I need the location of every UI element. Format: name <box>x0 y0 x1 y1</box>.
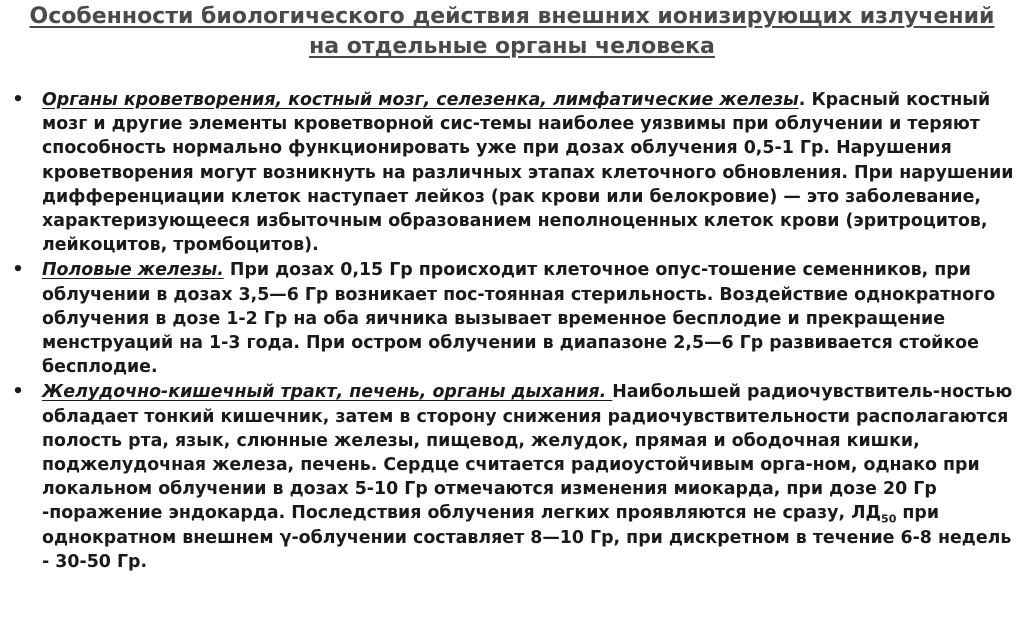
list-item-gastrointestinal <box>8 380 1016 574</box>
title-line-2: на отдельные органы человека <box>309 34 715 59</box>
page-title <box>0 2 1024 62</box>
bullet-icon: • <box>12 259 24 281</box>
list-item-hematopoietic <box>8 88 1016 257</box>
bullet-icon: • <box>12 89 24 110</box>
item-heading: Желудочно-кишечный тракт, печень, органы дыхания. <box>42 382 613 403</box>
item-heading: Органы кроветворения, костный мозг, селезенка, лимфатические железы <box>42 90 799 110</box>
bullet-icon: • <box>12 381 24 403</box>
title-line-1: Особенности биологического действия внешних ионизирующих излучений <box>29 4 995 29</box>
item-text: . Красный костный мозг и другие элементы кроветворной сис-темы наиболее уязвимы при облучении и теряют способность нормально функционировать уже при дозах облучения 0,5-1 Гр. Нарушения кроветворения могут возникнуть на различных этапах клеточного обновления. При нарушении дифференциации клеток наступает лейкоз (рак крови или белокровие) — это заболевание, характеризующееся избыточным образованием неполноценных клеток крови (эритроцитов, лейкоцитов, тромбоцитов). <box>42 90 1014 256</box>
item-text: При дозах 0,15 Гр происходит клеточное опус-тошение семенников, при облучении в дозах 3,5—6 Гр возникает пос-тоянная стерильность. Воздействие однократного облучения в дозе 1-2 Гр на оба яичника вызывает временное бесплодие и прекращение менструаций на 1-3 года. При остром облучении в диапазоне 2,5—6 Гр развивается стойкое бесплодие. <box>42 260 996 378</box>
item-heading: Половые железы. <box>42 260 224 281</box>
item-text-continued: при однократном внешнем γ-облучении составляет 8—10 Гр, при дискретном в течение 6-8 недель - 30-50 Гр. <box>42 503 1012 572</box>
item-text: Наибольшей радиочувствитель-ностью обладает тонкий кишечник, затем в сторону снижения радиочувствительности располагаются полость рта, язык, слюнные железы, пищевод, желудок, прямая и ободочная кишки, поджелудочная железа, печень. Сердце считается радиоустойчивым орга-ном, однако при локальном облучении в дозах 5-10 Гр отмечаются изменения миокарда, при дозе 20 Гр -поражение эндокарда. Последствия облучения легких проявляются не сразу, ЛД <box>42 382 1013 524</box>
list-item-gonads <box>8 258 1016 379</box>
bullet-list <box>8 88 1016 575</box>
subscript-50: 50 <box>881 512 897 526</box>
